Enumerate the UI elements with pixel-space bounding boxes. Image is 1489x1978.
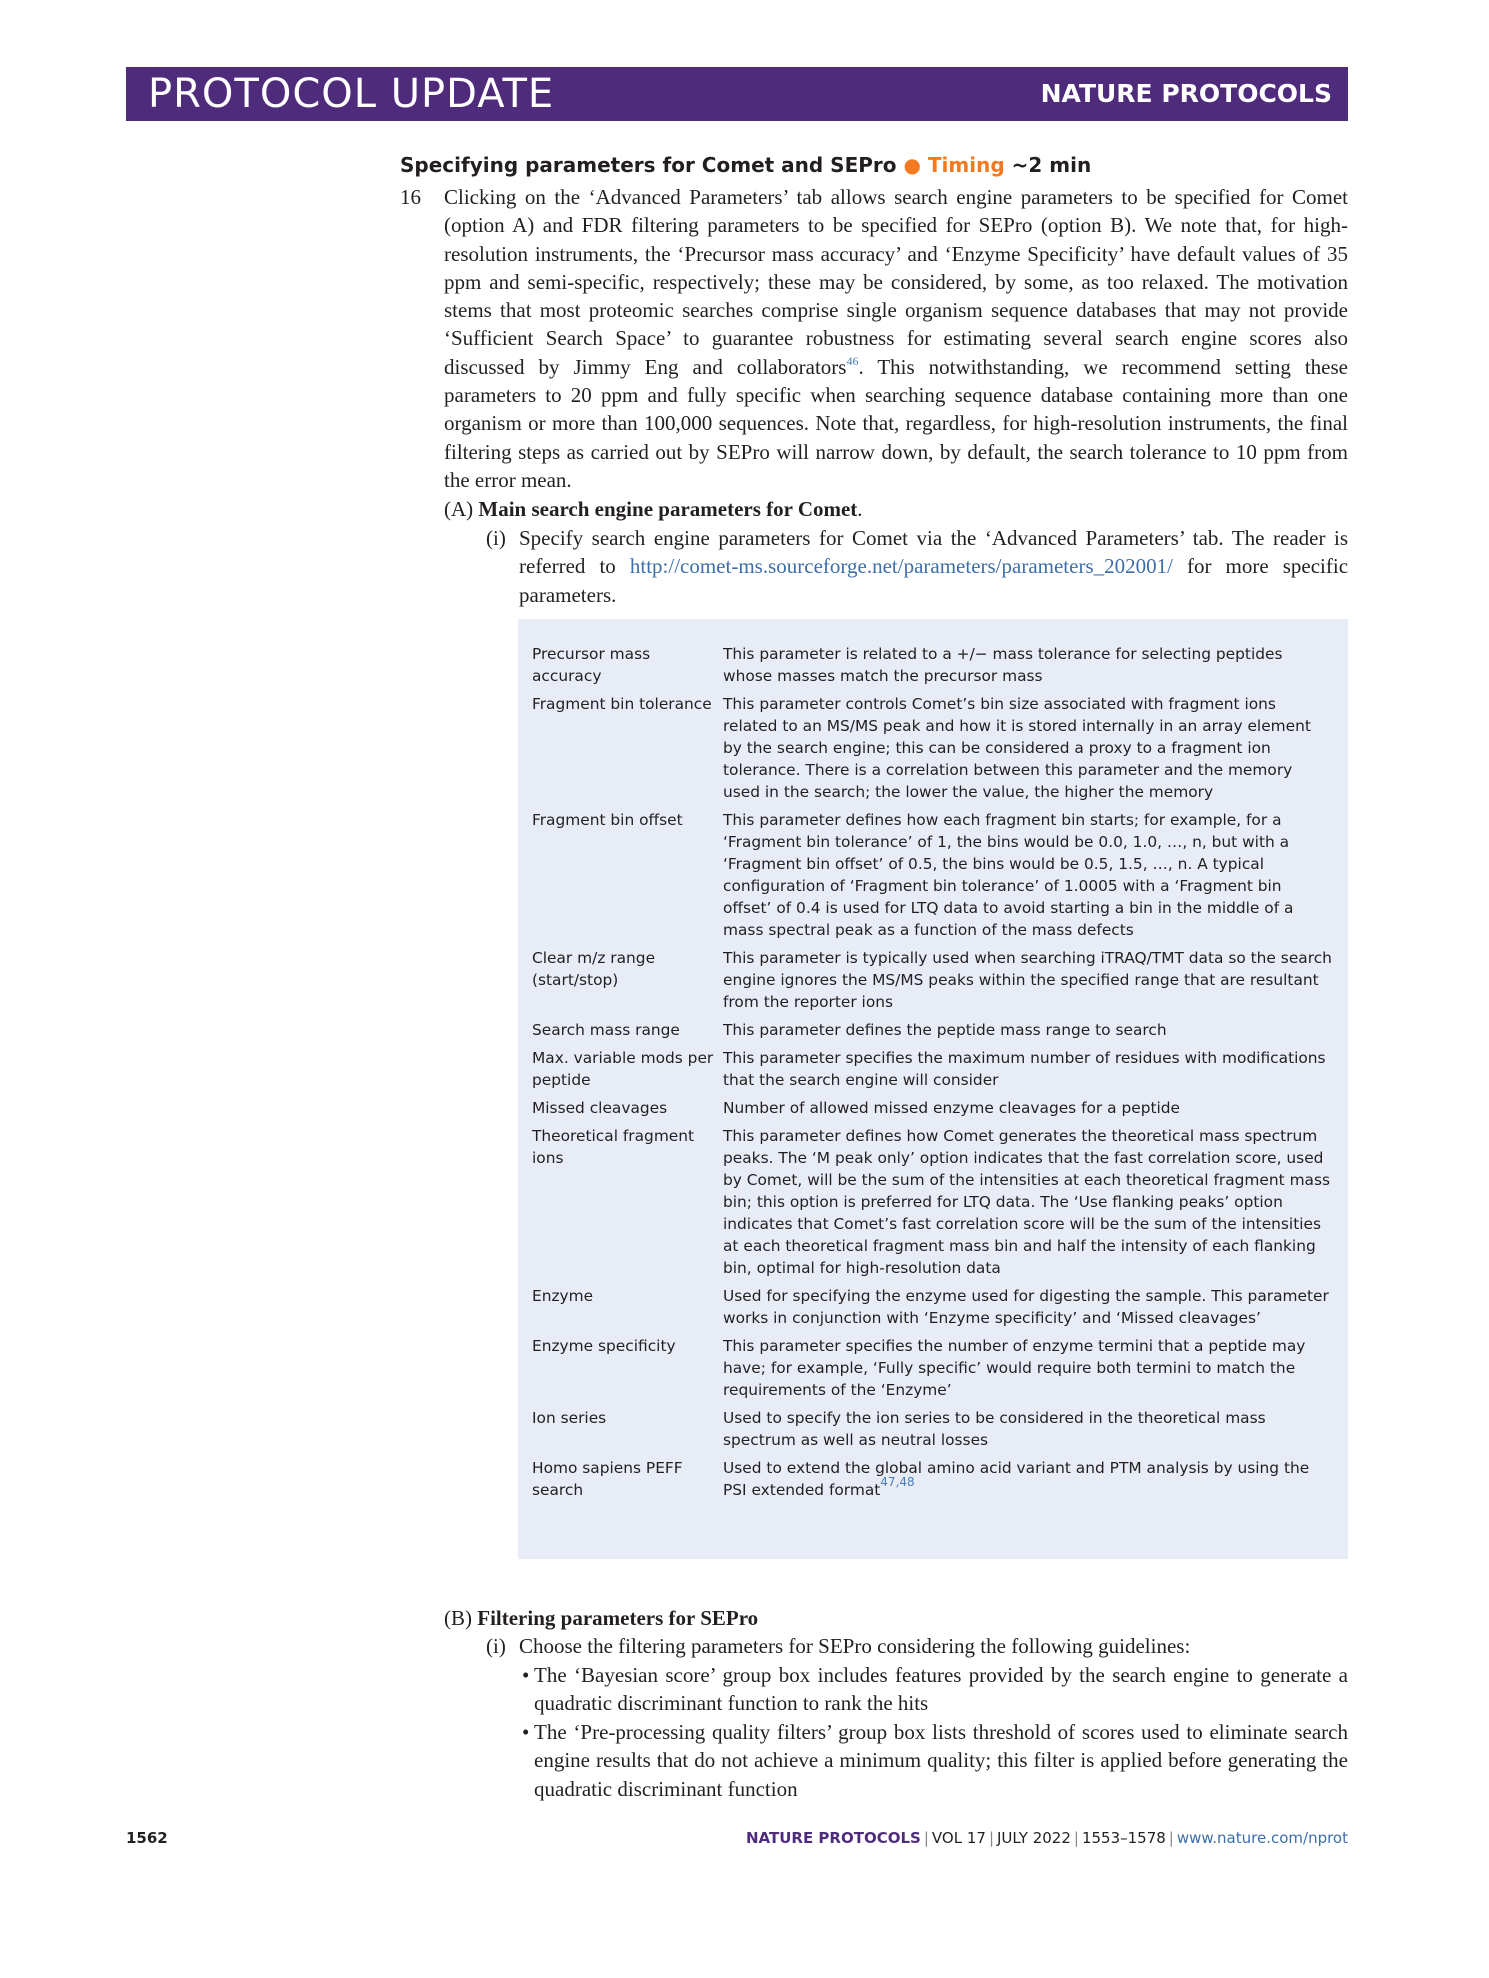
option-a-item xyxy=(486,524,1349,609)
parameter-description xyxy=(723,693,1334,809)
parameter-description xyxy=(723,1457,1334,1507)
parameter-row xyxy=(532,1335,1334,1407)
option-b-heading xyxy=(444,1604,758,1632)
parameter-name: Search mass range xyxy=(532,1021,680,1039)
parameter-description xyxy=(723,809,1334,947)
parameter-description xyxy=(723,1047,1334,1097)
option-b-item xyxy=(486,1632,1348,1660)
parameter-name: Fragment bin offset xyxy=(532,811,683,829)
option-b-item-text: Choose the filtering parameters for SEPro considering the following guidelines: xyxy=(519,1634,1191,1658)
parameter-name: Max. variable mods per peptide xyxy=(532,1049,714,1089)
page-number: 1562 xyxy=(126,1829,168,1847)
parameter-name: Homo sapiens PEFF search xyxy=(532,1459,683,1499)
option-a-item-number: (i) xyxy=(486,526,506,550)
parameter-description xyxy=(723,1097,1334,1125)
bullet-text: The ‘Pre-processing quality filters’ group box lists threshold of scores used to eliminate search engine results that do not achieve a minimum quality; this filter is applied before generating the quadratic discriminant function xyxy=(534,1720,1348,1801)
parameter-row xyxy=(532,643,1334,693)
parameters-table xyxy=(532,643,1334,1507)
parameter-row xyxy=(532,809,1334,947)
article-type: PROTOCOL UPDATE xyxy=(148,71,555,117)
bullet-dot-icon: • xyxy=(522,1663,530,1687)
parameter-description-text: This parameter is related to a +/− mass tolerance for selecting peptides whose masses match the precursor mass xyxy=(723,645,1283,685)
section-heading xyxy=(400,152,1091,178)
step-text-part1: Clicking on the ‘Advanced Parameters’ tab allows search engine parameters to be specified for Comet (option A) and FDR filtering parameters to be specified for SEPro (option B). We note that, for high-resolution instruments, the ‘Precursor mass accuracy’ and ‘Enzyme Specificity’ have default values of 35 ppm and semi-specific, respectively; these may be considered, by some, as too relaxed. The motivation stems that most proteomic searches comprise single organism sequence databases that may not provide ‘Sufficient Search Space’ to guarantee robustness for estimating several search engine scores also discussed by Jimmy Eng and collaborators xyxy=(444,185,1348,379)
bullet-dot-icon: • xyxy=(522,1720,530,1744)
parameter-description-text: Used to extend the global amino acid variant and PTM analysis by using the PSI extended format xyxy=(723,1459,1310,1499)
parameter-description-text: This parameter defines the peptide mass range to search xyxy=(723,1021,1167,1039)
parameter-description-text: Used to specify the ion series to be considered in the theoretical mass spectrum as well as neutral losses xyxy=(723,1409,1266,1449)
parameter-description xyxy=(723,1335,1334,1407)
parameter-description xyxy=(723,1407,1334,1457)
parameter-description-text: Used for specifying the enzyme used for digesting the sample. This parameter works in conjunction with ‘Enzyme specificity’ and ‘Missed cleavages’ xyxy=(723,1287,1329,1327)
comet-parameters-link[interactable]: http://comet-ms.sourceforge.net/parameters/parameters_202001/ xyxy=(629,554,1173,579)
parameter-row xyxy=(532,1285,1334,1335)
journal-name: NATURE PROTOCOLS xyxy=(1040,79,1332,108)
parameter-row xyxy=(532,1407,1334,1457)
parameter-name: Fragment bin tolerance xyxy=(532,695,712,713)
parameter-row xyxy=(532,1047,1334,1097)
option-a-label: (A) xyxy=(444,497,474,521)
parameter-name: Clear m/z range (start/stop) xyxy=(532,949,656,989)
parameters-box xyxy=(518,619,1348,1559)
parameter-row xyxy=(532,1097,1334,1125)
parameter-row xyxy=(532,1457,1334,1507)
timing-value: ~2 min xyxy=(1011,153,1092,177)
parameter-name: Enzyme xyxy=(532,1287,594,1305)
parameter-row xyxy=(532,947,1334,1019)
parameter-description-text: This parameter is typically used when searching iTRAQ/TMT data so the search engine ignores the MS/MS peaks within the specified range that are resultant from the reporter ions xyxy=(723,949,1332,1011)
parameter-name: Theoretical fragment ions xyxy=(532,1127,695,1167)
bullet-item xyxy=(522,1661,1348,1718)
footer-date: JULY 2022 xyxy=(997,1829,1071,1847)
option-b-label: (B) xyxy=(444,1606,472,1630)
parameter-reference[interactable]: 47,48 xyxy=(880,1475,915,1489)
parameter-description-text: This parameter specifies the number of enzyme termini that a peptide may have; for example, ‘Fully specific’ would require both termini to match the requirements of the ‘Enzyme’ xyxy=(723,1337,1306,1399)
footer-url[interactable]: www.nature.com/nprot xyxy=(1176,1829,1348,1847)
option-b-item-number: (i) xyxy=(486,1634,506,1658)
parameter-name: Precursor mass accuracy xyxy=(532,645,651,685)
parameter-row xyxy=(532,693,1334,809)
parameter-row xyxy=(532,1125,1334,1285)
parameter-description-text: This parameter controls Comet’s bin size associated with fragment ions related to an MS/MS peak and how it is stored internally in an array element by the search engine; this can be considered a proxy to a fragment ion tolerance. There is a correlation between this parameter and the memory used in the search; the lower the value, the higher the memory xyxy=(723,695,1311,801)
parameter-description-text: Number of allowed missed enzyme cleavages for a peptide xyxy=(723,1099,1181,1117)
header-banner xyxy=(126,67,1348,121)
bullet-text: The ‘Bayesian score’ group box includes features provided by the search engine to generate a quadratic discriminant function to rank the hits xyxy=(534,1663,1348,1716)
step-reference[interactable]: 46 xyxy=(846,353,859,368)
option-b-title: Filtering parameters for SEPro xyxy=(477,1606,759,1630)
footer-journal: NATURE PROTOCOLS xyxy=(746,1829,921,1847)
timing-label: Timing xyxy=(927,153,1005,177)
section-title: Specifying parameters for Comet and SEPro xyxy=(400,153,897,177)
parameter-description-text: This parameter defines how each fragment bin starts; for example, for a ‘Fragment bin tolerance’ of 1, the bins would be 0.0, 1.0, …, n, but with a ‘Fragment bin offset’ of 0.5, the bins would be 0.5, 1.5, …, n. A typical configuration of ‘Fragment bin tolerance’ of 1.0005 with a ‘Fragment bin offset’ of 0.4 is used for LTQ data to avoid starting a bin in the middle of a mass spectral peak as a function of the mass defects xyxy=(723,811,1294,939)
option-a-item-text-after: for more specific parameters. xyxy=(519,554,1349,607)
parameter-description xyxy=(723,643,1334,693)
parameter-description-text: This parameter defines how Comet generates the theoretical mass spectrum peaks. The ‘M peak only’ option indicates that the fast correlation score, used by Comet, will be the sum of the intensities at each theoretical fragment mass bin; this option is preferred for LTQ data. The ‘Use flanking peaks’ option indicates that Comet’s fast correlation score will be the sum of the intensities at each theoretical fragment mass bin and half the intensity of each flanking bin, optimal for high-resolution data xyxy=(723,1127,1331,1277)
option-a-heading: (A) Main search engine parameters for Comet. xyxy=(444,497,863,521)
timing-dot-icon: ● xyxy=(903,153,921,177)
parameter-description xyxy=(723,1019,1334,1047)
parameter-description xyxy=(723,1125,1334,1285)
parameter-row xyxy=(532,1019,1334,1047)
footer-pages: 1553–1578 xyxy=(1081,1829,1166,1847)
step-paragraph xyxy=(444,183,1348,494)
footer-citation: NATURE PROTOCOLS | VOL 17 | JULY 2022 | 1553–1578 | www.nature.com/nprot xyxy=(746,1829,1348,1847)
option-a-title: Main search engine parameters for Comet xyxy=(478,497,858,521)
step-text-part2: . This notwithstanding, we recommend setting these parameters to 20 ppm and fully specific when searching sequence database containing more than one organism or more than 100,000 sequences. Note that, regardless, for high-resolution instruments, the final filtering steps as carried out by SEPro will narrow down, by default, the search tolerance to 10 ppm from the error mean. xyxy=(444,354,1348,492)
step-number: 16 xyxy=(400,185,421,209)
parameter-name: Missed cleavages xyxy=(532,1099,668,1117)
parameter-name: Enzyme specificity xyxy=(532,1337,676,1355)
parameter-description xyxy=(723,1285,1334,1335)
parameter-name: Ion series xyxy=(532,1409,607,1427)
bullet-item xyxy=(522,1718,1348,1803)
footer-volume: VOL 17 xyxy=(931,1829,986,1847)
option-a-item-text: Specify search engine parameters for Comet via the ‘Advanced Parameters’ tab. The reader is referred to xyxy=(519,526,1348,579)
parameter-description xyxy=(723,947,1334,1019)
parameter-description-text: This parameter specifies the maximum number of residues with modifications that the search engine will consider xyxy=(723,1049,1326,1089)
